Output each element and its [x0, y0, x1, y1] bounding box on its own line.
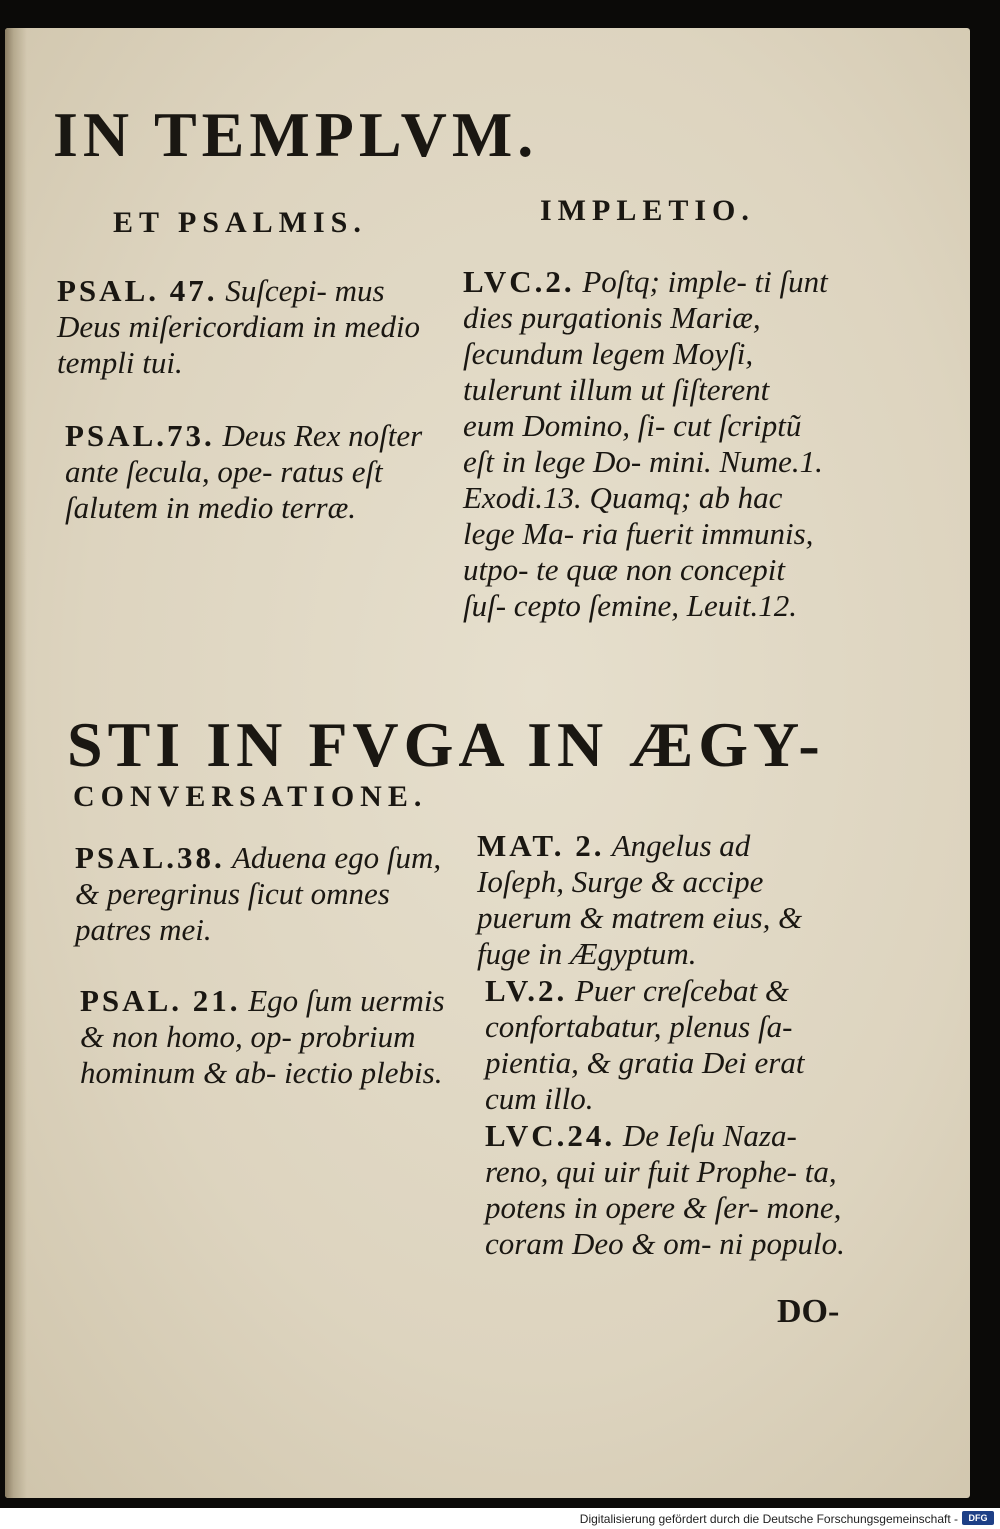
- psalm-entry: [65, 418, 435, 526]
- entry-reference: LV.2.: [485, 973, 568, 1008]
- entry-reference: PSAL.38.: [75, 840, 225, 875]
- psalm-entry: [75, 840, 445, 948]
- section-subheading: CONVERSATIONE.: [73, 780, 428, 813]
- entry-text: Poſtq; imple- ti ſunt dies purgationis Mariæ, ſecundum legem Moyſi, tulerunt illum ut ſiſterent eum Domino, ſi- cut ſcriptũ eſt in lege Do- mini. Nume.1. Exodi.13. Quamq; ab hac lege Ma- ria fuerit immunis, utpo- te quæ non concepit ſuſ- cepto ſemine, Leuit.12.: [463, 264, 828, 623]
- footer-bar: [0, 1508, 1000, 1529]
- entry-text: Deus Rex noſter ante ſecula, ope- ratus eſt ſalutem in medio terræ.: [65, 418, 423, 525]
- book-page: [5, 28, 970, 1498]
- entry-reference: PSAL.73.: [65, 418, 215, 453]
- entry-text: Puer creſcebat & confortabatur, plenus ſa- pientia, & gratia Dei erat cum illo.: [485, 973, 805, 1116]
- dfg-logo-icon: DFG: [962, 1511, 994, 1525]
- page-gutter-shadow: [5, 28, 27, 1498]
- gospel-entry: [485, 1118, 845, 1262]
- entry-reference: LVC.24.: [485, 1118, 616, 1153]
- entry-text: Suſcepi- mus Deus miſericordiam in medio templi tui.: [57, 273, 421, 380]
- entry-reference: PSAL. 21.: [80, 983, 241, 1018]
- right-column-header: IMPLETIO.: [540, 194, 755, 227]
- entry-reference: MAT. 2.: [477, 828, 605, 863]
- entry-text: Aduena ego ſum, & peregrinus ſicut omnes patres mei.: [75, 840, 442, 947]
- gospel-entry: [477, 828, 842, 972]
- left-column-header: ET PSALMIS.: [113, 206, 367, 239]
- footer-credit: Digitalisierung gefördert durch die Deutsche Forschungsgemeinschaft -: [579, 1512, 958, 1526]
- entry-reference: LVC.2.: [463, 264, 575, 299]
- catchword: DO-: [777, 1293, 840, 1330]
- gospel-entry: [485, 973, 845, 1117]
- entry-text: Angelus ad Ioſeph, Surge & accipe puerum & matrem eius, & fuge in Ægyptum.: [477, 828, 803, 971]
- entry-text: Ego ſum uermis & non homo, op- probrium hominum & ab- iectio plebis.: [80, 983, 445, 1090]
- psalm-entry: [80, 983, 445, 1091]
- page-heading: IN TEMPLVM.: [53, 99, 539, 170]
- entry-reference: PSAL. 47.: [57, 273, 218, 308]
- gospel-entry: [463, 264, 828, 624]
- entry-text: De Ieſu Naza- reno, qui uir fuit Prophe- ta, potens in opere & ſer- mone, coram Deo & om- ni populo.: [485, 1118, 845, 1261]
- psalm-entry: [57, 273, 437, 381]
- section-heading: STI IN FVGA IN ÆGY-: [67, 709, 825, 780]
